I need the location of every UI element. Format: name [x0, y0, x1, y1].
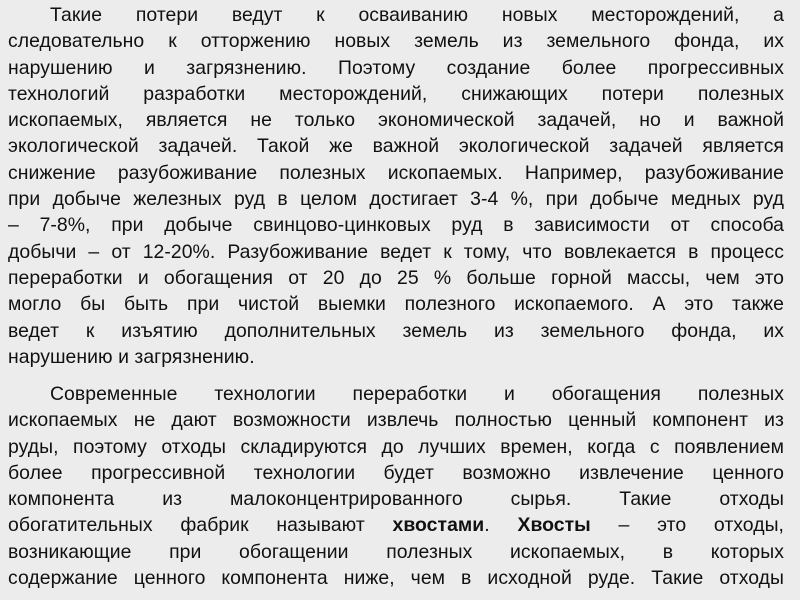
text-line: содержание ценного компонента ниже, чем в исходной руде. Такие отходы	[8, 567, 784, 590]
text-line: добычи – от 12-20%. Разубоживание ведет к тому, что вовлекается в процесс	[8, 240, 784, 263]
text-segment: – это отходы,	[590, 514, 784, 537]
text-line: – 7-8%, при добыче свинцово-цинковых руд в зависимости от способа	[8, 214, 784, 237]
text-line: технологий разработки месторождений, снижающих потери полезных	[8, 82, 784, 105]
text-line: Современные технологии переработки и обогащения полезных	[50, 383, 784, 405]
text-line: руды, поэтому отходы складируются до лучших времен, когда с появлением	[8, 435, 784, 458]
text-line: ископаемых, является не только экономической задачей, но и важной	[8, 109, 784, 132]
paragraph-1	[8, 2, 784, 370]
text-line: переработки и обогащения от 20 до 25 % больше горной массы, чем это	[8, 266, 784, 289]
text-line: более прогрессивной технологии будет возможно извлечение ценного	[8, 461, 784, 484]
text-line: могло бы быть при чистой выемки полезного ископаемого. А это также	[8, 293, 784, 316]
text-line: ископаемых не дают возможности извлечь полностью ценный компонент из	[8, 409, 784, 432]
text-line: возникающие при обогащении полезных ископаемых, в которых	[8, 540, 784, 563]
text-line: при добыче железных руд в целом достигает 3-4 %, при добыче медных руд	[8, 188, 784, 211]
text-line: Такие потери ведут к осваиванию новых месторождений, а	[50, 4, 784, 26]
term-tailings: Хвосты	[517, 514, 591, 537]
text-line: ведет к изъятию дополнительных земель из земельного фонда, их	[8, 319, 784, 342]
text-line: нарушению и загрязнению.	[8, 345, 255, 368]
text-segment: обогатительных фабрик называют	[8, 514, 393, 537]
text-line: экологической задачей. Такой же важной экологической задачей является	[8, 135, 784, 158]
text-line-with-terms	[8, 512, 784, 538]
text-line: снижение разубоживание полезных ископаемых. Например, разубоживание	[8, 161, 784, 184]
text-line: нарушению и загрязнению. Поэтому создание более прогрессивных	[8, 56, 784, 79]
paragraph-2	[8, 381, 784, 591]
text-line: следовательно к отторжению новых земель из земельного фонда, их	[8, 30, 784, 53]
term-tailings-plural: хвостами	[392, 514, 485, 537]
text-segment: .	[484, 514, 518, 537]
text-line: компонента из малоконцентрированного сырья. Такие отходы	[8, 488, 784, 511]
